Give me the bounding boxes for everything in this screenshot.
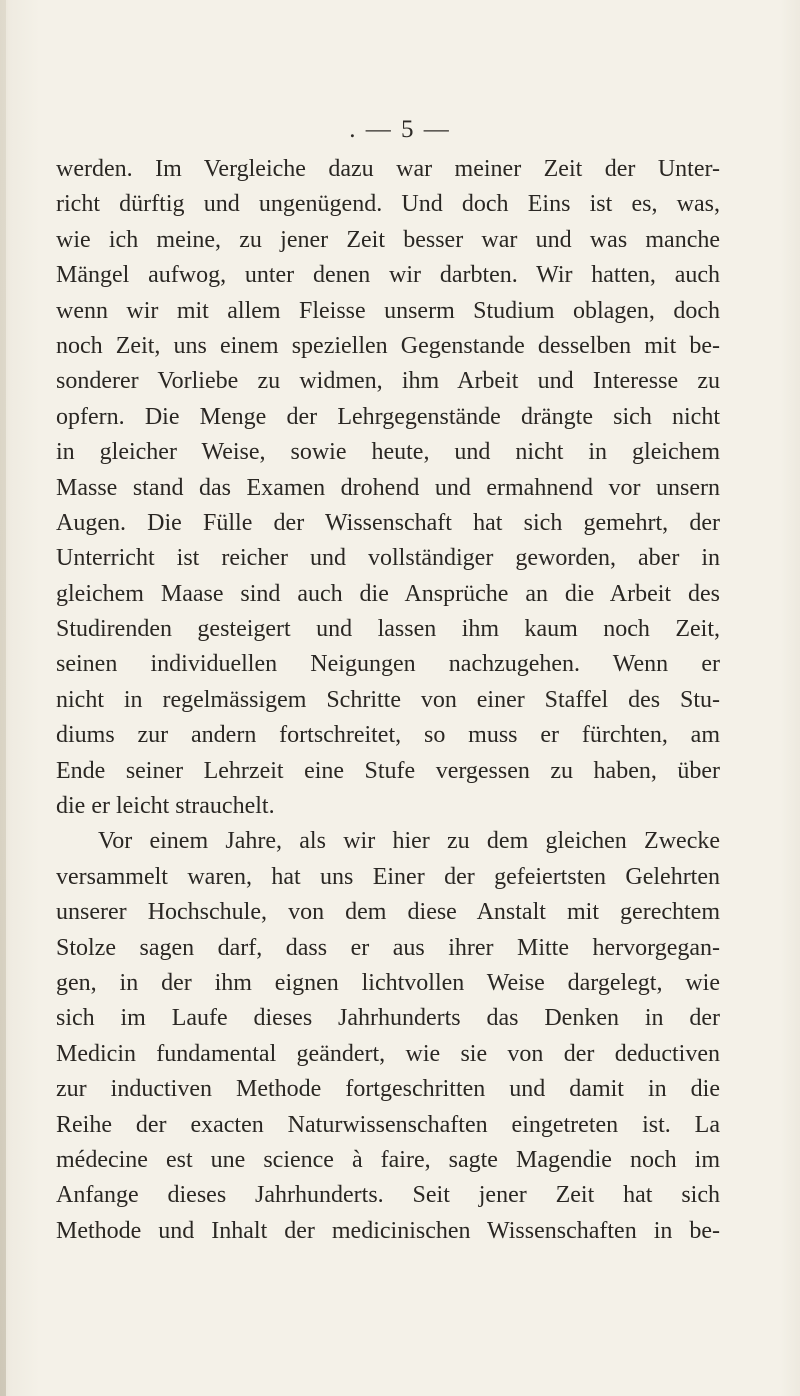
text-line: Stolze sagen darf, dass er aus ihrer Mitte hervorgegan- — [56, 934, 720, 961]
text-line: wenn wir mit allem Fleisse unserm Studium oblagen, doch — [56, 297, 720, 324]
text-line: Studirenden gesteigert und lassen ihm kaum noch Zeit, — [56, 616, 720, 643]
page-number: . — 5 — — [349, 116, 451, 143]
body-text — [56, 152, 720, 1249]
text-line: in gleicher Weise, sowie heute, und nicht in gleichem — [56, 439, 720, 466]
text-line: Methode und Inhalt der medicinischen Wissenschaften in be- — [56, 1217, 720, 1244]
text-line: Medicin fundamental geändert, wie sie von der deductiven — [56, 1040, 720, 1067]
text-line: zur inductiven Methode fortgeschritten und damit in die — [56, 1076, 720, 1103]
text-line: Anfange dieses Jahrhunderts. Seit jener Zeit hat sich — [56, 1182, 720, 1209]
text-line: die er leicht strauchelt. — [56, 793, 275, 820]
text-line: unserer Hochschule, von dem diese Anstalt mit gerechtem — [56, 899, 720, 926]
text-line: médecine est une science à faire, sagte Magendie noch im — [56, 1146, 720, 1173]
text-line: Unterricht ist reicher und vollständiger geworden, aber in — [56, 545, 720, 572]
text-line: wie ich meine, zu jener Zeit besser war und was manche — [56, 226, 720, 253]
text-line: nicht in regelmässigem Schritte von einer Staffel des Stu- — [56, 686, 720, 713]
text-line: sonderer Vorliebe zu widmen, ihm Arbeit und Interesse zu — [56, 368, 720, 395]
text-line: sich im Laufe dieses Jahrhunderts das Denken in der — [56, 1005, 720, 1032]
text-line: Ende seiner Lehrzeit eine Stufe vergessen zu haben, über — [56, 757, 720, 784]
text-line: gleichem Maase sind auch die Ansprüche an die Arbeit des — [56, 580, 720, 607]
page-edge-shadow — [0, 0, 6, 1396]
text-line: diums zur andern fortschreitet, so muss er fürchten, am — [56, 722, 720, 749]
text-line: noch Zeit, uns einem speziellen Gegenstande desselben mit be- — [56, 332, 720, 359]
text-line: opfern. Die Menge der Lehrgegenstände drängte sich nicht — [56, 403, 720, 430]
text-line: Reihe der exacten Naturwissenschaften eingetreten ist. La — [56, 1111, 720, 1138]
text-line: Augen. Die Fülle der Wissenschaft hat sich gemehrt, der — [56, 509, 720, 536]
text-line: werden. Im Vergleiche dazu war meiner Zeit der Unter- — [56, 156, 720, 182]
text-line: Masse stand das Examen drohend und ermahnend vor unsern — [56, 474, 720, 501]
text-line: Mängel aufwog, unter denen wir darbten. Wir hatten, auch — [56, 262, 720, 289]
text-line: gen, in der ihm eignen lichtvollen Weise dargelegt, wie — [56, 969, 720, 996]
text-line: Vor einem Jahre, als wir hier zu dem gleichen Zwecke — [98, 828, 720, 855]
text-line: seinen individuellen Neigungen nachzugehen. Wenn er — [56, 651, 720, 678]
text-line: richt dürftig und ungenügend. Und doch Eins ist es, was, — [56, 191, 720, 218]
text-line: versammelt waren, hat uns Einer der gefeiertsten Gelehrten — [56, 863, 720, 890]
